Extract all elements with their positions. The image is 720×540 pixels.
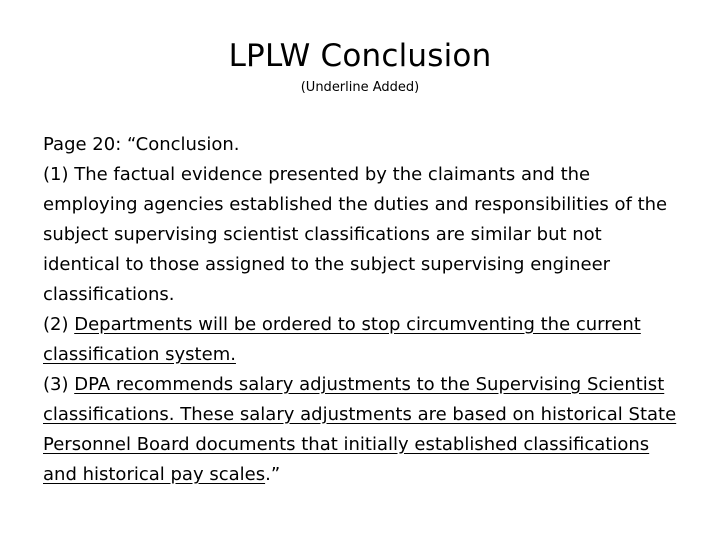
conclusion-heading: Page 20: “Conclusion. — [43, 134, 240, 155]
paragraph-2-prefix: (2) — [43, 314, 75, 335]
slide-title: LPLW Conclusion — [228, 38, 492, 74]
paragraph-3 — [43, 370, 683, 490]
slide-subtitle: (Underline Added) — [300, 80, 420, 95]
paragraph-3-prefix: (3) — [43, 374, 75, 395]
paragraph-1: (1) The factual evidence presented by the claimants and the employing agencies established the duties and responsibilities of the subject supervising scientist classifications are similar but not identical to those assigned to the subject supervising engineer classifications. — [43, 164, 668, 305]
paragraph-3-underlined-text: DPA recommends salary adjustments to the Supervising Scientist classifications. These salary adjustments are based on historical State Personnel Board documents that initially established classifications and historical pay scales — [43, 374, 677, 485]
paragraph-3-suffix: .” — [265, 464, 281, 485]
paragraph-2 — [43, 310, 683, 370]
slide-body — [43, 130, 683, 490]
paragraph-2-underlined-text: Departments will be ordered to stop circumventing the current classification system. — [43, 314, 641, 365]
